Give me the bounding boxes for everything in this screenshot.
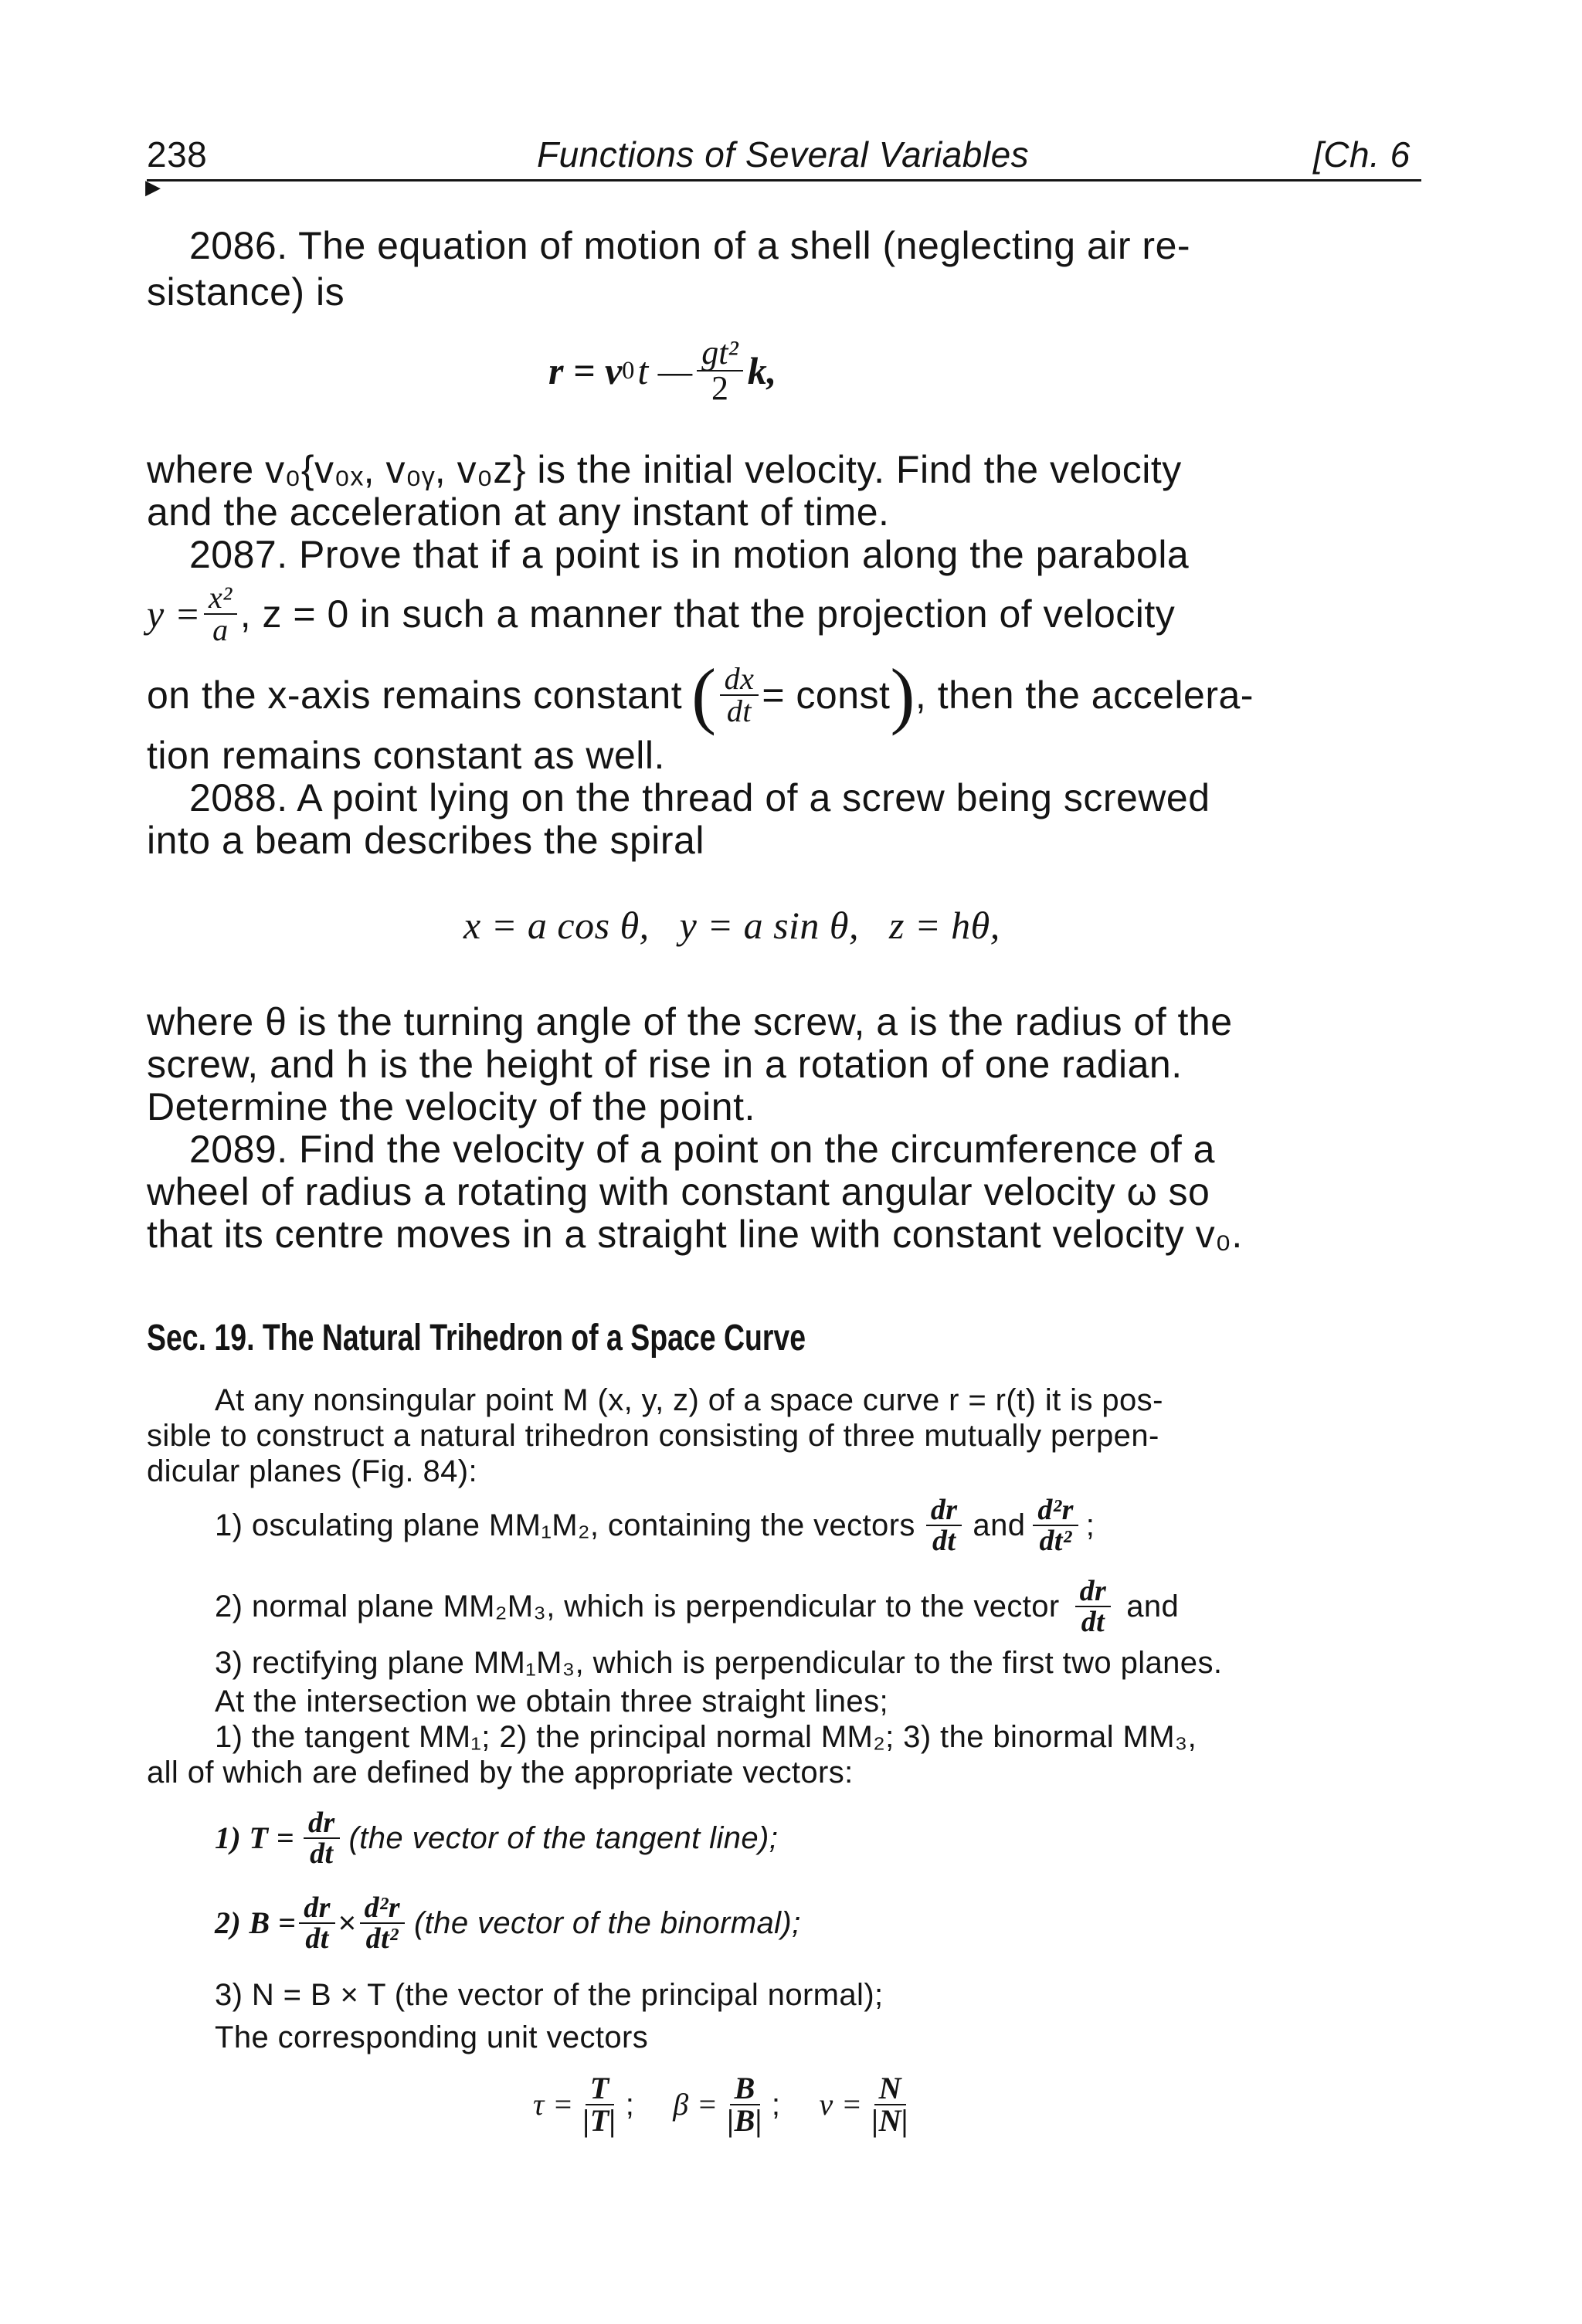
problem-2088-line3: where θ is the turning angle of the screw, a is the radius of the bbox=[147, 1000, 1233, 1043]
fraction-T-over-absT bbox=[579, 2073, 621, 2136]
fraction-numerator: N bbox=[874, 2073, 906, 2105]
item-text: 1) osculating plane MM₁M₂, containing the vectors bbox=[215, 1508, 915, 1542]
subscript-zero: 0 bbox=[622, 356, 635, 385]
chapter-label: [Ch. 6 bbox=[1313, 134, 1411, 175]
unit-beta: β = bbox=[673, 2087, 718, 2122]
const-text: = const bbox=[762, 673, 891, 717]
fraction-numerator: dr bbox=[926, 1495, 962, 1526]
fraction-numerator: d²r bbox=[360, 1893, 405, 1924]
fraction-numerator: dx bbox=[720, 663, 759, 696]
fraction-numerator: B bbox=[730, 2073, 760, 2105]
item-text: 2) normal plane MM₂M₃, which is perpendicular to the vector bbox=[215, 1589, 1060, 1623]
fraction-d2r-dt2 bbox=[1033, 1495, 1078, 1556]
fraction-numerator: dr bbox=[304, 1808, 340, 1839]
problem-2088-line4: screw, and h is the height of rise in a rotation of one radian. bbox=[147, 1043, 1183, 1086]
separator: ; bbox=[771, 2088, 781, 2122]
fraction-denominator: |N| bbox=[871, 2103, 909, 2138]
problem-2087-line1 bbox=[189, 533, 1189, 576]
fraction-numerator: T bbox=[586, 2073, 614, 2105]
problem-text: on the x-axis remains constant bbox=[147, 673, 683, 717]
fraction-denominator: |T| bbox=[582, 2103, 616, 2138]
formula-mid: t — bbox=[637, 349, 693, 392]
vector-binormal bbox=[215, 1885, 801, 1962]
section-title: Sec. 19. The Natural Trihedron of a Space Curve bbox=[147, 1318, 806, 1359]
unit-tau: τ = bbox=[533, 2087, 574, 2122]
trihedron-item-normal bbox=[215, 1568, 1179, 1645]
fraction-dr-dt bbox=[1075, 1576, 1112, 1637]
problem-text: Find the velocity of a point on the circumference of a bbox=[299, 1128, 1215, 1171]
left-paren: ( bbox=[691, 653, 717, 736]
fraction-dx-dt bbox=[720, 663, 759, 727]
straight-lines-line2: all of which are defined by the appropriate vectors: bbox=[147, 1756, 854, 1790]
formula-spiral: x = a cos θ, y = a sin θ, z = hθ, bbox=[463, 904, 1000, 947]
fraction-dr-dt bbox=[304, 1808, 340, 1868]
page-number: 238 bbox=[147, 134, 208, 175]
trihedron-item-rectifying: 3) rectifying plane MM₁M₃, which is perpendicular to the first two planes. bbox=[215, 1646, 1223, 1680]
formula-lhs: r = v bbox=[548, 349, 623, 392]
problem-number: 2087. bbox=[189, 533, 288, 576]
fraction-denominator: dt bbox=[1081, 1606, 1105, 1638]
fraction-denominator: dt² bbox=[365, 1922, 399, 1955]
trihedron-item-osculating bbox=[215, 1487, 1095, 1564]
problem-2086-after1: where v₀{v₀ₓ, v₀ᵧ, v₀z} is the initial velocity. Find the velocity bbox=[147, 448, 1182, 491]
problem-2086-after2: and the acceleration at any instant of time. bbox=[147, 490, 890, 534]
fraction-denominator: dt² bbox=[1039, 1525, 1072, 1557]
vector-lhs: 1) T = bbox=[215, 1820, 294, 1855]
section-intro-line2: sible to construct a natural trihedron consisting of three mutually perpen- bbox=[147, 1419, 1159, 1453]
vector-tangent bbox=[215, 1800, 778, 1877]
fraction-numerator: x² bbox=[204, 582, 237, 615]
fraction-B-over-absB bbox=[722, 2073, 767, 2136]
problem-2086-line2: sistance) is bbox=[147, 270, 345, 314]
fraction-numerator: dr bbox=[299, 1893, 335, 1924]
problem-2086-line1 bbox=[189, 224, 1190, 267]
fraction-denominator: |B| bbox=[727, 2103, 762, 2138]
formula-shell-motion bbox=[548, 321, 776, 421]
unit-vectors-intro: The corresponding unit vectors bbox=[215, 2020, 649, 2054]
fraction-dr-dt bbox=[299, 1893, 335, 1953]
unit-vectors-formula bbox=[533, 2062, 918, 2147]
item-text: and bbox=[973, 1508, 1026, 1542]
problem-text: , then the accelera- bbox=[915, 673, 1254, 717]
fraction-N-over-absN bbox=[867, 2073, 913, 2136]
fraction-denominator: dt bbox=[310, 1837, 334, 1870]
fraction-denominator: dt bbox=[726, 694, 752, 728]
section-intro-line1: At any nonsingular point M (x, y, z) of a space curve r = r(t) it is pos- bbox=[215, 1383, 1163, 1417]
header-rule bbox=[147, 179, 1421, 182]
vector-description: (the vector of the tangent line); bbox=[348, 1821, 779, 1855]
fraction-numerator: dr bbox=[1075, 1576, 1112, 1607]
unit-nu: ν = bbox=[819, 2087, 863, 2122]
problem-2088-line5: Determine the velocity of the point. bbox=[147, 1085, 755, 1128]
fraction-x2-over-a bbox=[204, 582, 237, 646]
problem-text: The equation of motion of a shell (neglecting air re- bbox=[298, 224, 1191, 267]
item-text: ; bbox=[1085, 1508, 1095, 1542]
formula-y-equals: y = bbox=[147, 592, 201, 636]
problem-2087-line4: tion remains constant as well. bbox=[147, 734, 665, 777]
right-paren: ) bbox=[890, 653, 915, 736]
section-intro-line3: dicular planes (Fig. 84): bbox=[147, 1454, 477, 1488]
fraction-dr-dt bbox=[926, 1495, 962, 1556]
separator: ; bbox=[625, 2088, 635, 2122]
problem-2088-line2: into a beam describes the spiral bbox=[147, 819, 704, 862]
running-title: Functions of Several Variables bbox=[537, 134, 1030, 175]
times-sign: × bbox=[338, 1906, 357, 1940]
item-text: and bbox=[1126, 1589, 1180, 1623]
formula-rhs: k, bbox=[747, 349, 777, 392]
problem-number: 2089. bbox=[189, 1128, 288, 1171]
fraction-denominator: a bbox=[212, 612, 229, 647]
fraction-numerator: gt² bbox=[697, 336, 742, 372]
fraction-gt2-over-2 bbox=[697, 336, 742, 405]
problem-2089-line2: wheel of radius a rotating with constant angular velocity ω so bbox=[147, 1170, 1210, 1213]
problem-2087-line3 bbox=[147, 653, 1254, 738]
problem-text: , z = 0 in such a manner that the projection of velocity bbox=[239, 592, 1176, 636]
straight-lines-line1: 1) the tangent MM₁; 2) the principal normal MM₂; 3) the binormal MM₃, bbox=[215, 1720, 1197, 1754]
problem-2089-line3: that its centre moves in a straight line with constant velocity v₀. bbox=[147, 1213, 1243, 1256]
vector-principal-normal: 3) N = B × T (the vector of the principal normal); bbox=[215, 1978, 884, 2012]
problem-2089-line1 bbox=[189, 1128, 1215, 1171]
vector-description: (the vector of the binormal); bbox=[413, 1906, 801, 1940]
problem-number: 2086. bbox=[189, 224, 288, 267]
problem-number: 2088. bbox=[189, 776, 288, 819]
fraction-denominator: dt bbox=[932, 1525, 956, 1557]
problem-text: Prove that if a point is in motion along the parabola bbox=[299, 533, 1190, 576]
problem-2087-line2 bbox=[147, 575, 1175, 653]
fraction-denominator: dt bbox=[305, 1922, 329, 1955]
fraction-numerator: d²r bbox=[1033, 1495, 1078, 1526]
vector-lhs: 2) B = bbox=[215, 1905, 297, 1940]
fraction-d2r-dt2 bbox=[360, 1893, 405, 1953]
problem-text: A point lying on the thread of a screw being screwed bbox=[297, 776, 1210, 819]
intersection-line: At the intersection we obtain three straight lines; bbox=[215, 1684, 888, 1718]
header-bullet-mark: ▶ bbox=[145, 175, 161, 198]
fraction-denominator: 2 bbox=[711, 369, 728, 407]
problem-2088-line1 bbox=[189, 776, 1210, 819]
